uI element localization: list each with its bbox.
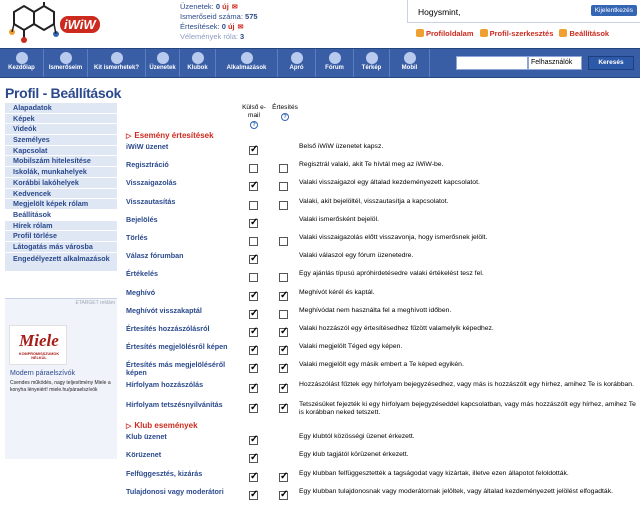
sidebar-item[interactable]: Kapcsolat — [5, 146, 117, 157]
help-icon[interactable]: ? — [281, 113, 289, 121]
notify-checkbox[interactable] — [279, 273, 288, 282]
setting-description: Egy klubban tulajdonosnak vagy moderátornak jelöltek, vagy általad kezdeményezett jelölést elfogadták. — [299, 487, 613, 495]
notify-checkbox[interactable] — [279, 292, 288, 301]
ad-brand: Miele — [19, 331, 59, 350]
setting-row — [126, 450, 640, 468]
stat-value: 0 — [215, 2, 221, 11]
email-checkbox[interactable] — [249, 384, 258, 393]
setting-label: Meghívót visszakaptál — [126, 305, 202, 315]
column-label: Külső e-mail — [242, 104, 266, 119]
nav-icon — [157, 52, 169, 64]
sidebar-item[interactable]: Engedélyezett alkalmazások — [5, 253, 117, 272]
setting-label: Értékelés — [126, 269, 158, 279]
setting-label: Regisztráció — [126, 160, 169, 170]
setting-label: Bejelölés — [126, 214, 158, 224]
setting-description: Egy ajánlás típusú apróhirdetésedre valaki értékelést tesz fel. — [299, 270, 484, 278]
email-checkbox[interactable] — [249, 273, 258, 282]
setting-label: Értesítés hozzászólásról — [126, 323, 210, 333]
ad-label: ETARGET reklám — [75, 300, 115, 306]
logo-wordmark: iWiW — [60, 16, 100, 33]
sidebar-item[interactable]: Iskolák, munkahelyek — [5, 167, 117, 178]
stats-panel — [180, 2, 390, 42]
email-checkbox[interactable] — [249, 255, 258, 264]
notify-checkbox[interactable] — [279, 164, 288, 173]
logout-button[interactable]: Kijelentkezés — [591, 5, 637, 16]
sidebar-item[interactable]: Hírek rólam — [5, 221, 117, 232]
setting-row — [126, 306, 640, 324]
nav-icon — [291, 52, 303, 64]
setting-row — [126, 487, 640, 505]
setting-label: Értesítés más megjelöléséről képen — [126, 360, 226, 378]
sidebar-item[interactable]: Alapadatok — [5, 103, 117, 114]
stat-row[interactable] — [180, 22, 390, 32]
setting-description: Valaki, akit bejelöltél, visszautasítja a kapcsolatot. — [299, 197, 449, 205]
email-checkbox[interactable] — [249, 146, 258, 155]
setting-description: Egy klubban felfüggesztették a tagságodat vagy kizártak, illetve ezen állapotot feloldották. — [299, 469, 569, 477]
setting-label: Visszaigazolás — [126, 178, 177, 188]
nav-icon — [111, 52, 123, 64]
stat-label: Ismerőseid száma: — [180, 12, 243, 21]
nav-item-0[interactable] — [0, 49, 44, 77]
setting-description: Hozzászólást fűztek egy hírfolyam bejegyzésedhez, vagy más is hozzászólt egy hírhez, amihez Te is korábban. — [299, 381, 634, 389]
nav-label: Térkép — [361, 65, 382, 71]
page-title: Profil - Beállítások — [5, 85, 122, 101]
nav-icon — [404, 52, 416, 64]
sidebar-item[interactable]: Profil törlése — [5, 231, 117, 242]
nav-item-5[interactable] — [216, 49, 278, 77]
setting-row — [126, 469, 640, 487]
setting-description: Egy klub tagjától körüzenet érkezett. — [299, 451, 409, 459]
sidebar-item[interactable]: Korábbi lakóhelyek — [5, 178, 117, 189]
setting-row — [126, 160, 640, 178]
user-name: Hogysmint, — [418, 7, 461, 17]
setting-row — [126, 269, 640, 287]
nav-item-1[interactable] — [44, 49, 88, 77]
setting-description: Tetszésüket fejezték ki egy hírfolyam bejegyzéseddel kapcsolatban, vagy más hozzászólt egy hírhez, amihez Te is korábban neked tetszett. — [299, 401, 636, 417]
setting-label: Körüzenet — [126, 450, 162, 460]
setting-row — [126, 360, 640, 380]
sidebar-item[interactable]: Mobilszám hitelesítése — [5, 156, 117, 167]
profile-edit-link[interactable]: Profil-szerkesztés — [489, 29, 554, 38]
setting-label: Tulajdonosi vagy moderátori — [126, 486, 224, 496]
sidebar — [5, 103, 117, 272]
setting-description: Valaki megjelölt Téged egy képen. — [299, 343, 403, 351]
stat-new-badge: új ✉ — [228, 22, 244, 31]
setting-row — [126, 251, 640, 269]
nav-label: Üzenetek — [149, 65, 176, 71]
notification-settings — [126, 130, 640, 505]
notify-checkbox[interactable] — [279, 473, 288, 482]
setting-description: Valaki megjelölt egy másik embert a Te képed egyikén. — [299, 361, 464, 369]
sidebar-item[interactable]: Videók — [5, 124, 117, 135]
email-checkbox[interactable] — [249, 182, 258, 191]
setting-row — [126, 342, 640, 360]
email-checkbox[interactable] — [249, 473, 258, 482]
setting-label: Értesítés megjelölésről képen — [126, 342, 228, 352]
setting-row — [126, 380, 640, 400]
iwiw-logo[interactable] — [4, 2, 104, 44]
sidebar-ad[interactable] — [5, 298, 117, 459]
ad-title[interactable]: Modern páraelszívók — [10, 370, 75, 377]
setting-label: iWiW üzenet — [126, 142, 169, 151]
setting-row — [126, 178, 640, 196]
sidebar-item[interactable]: Beállítások — [5, 210, 117, 221]
stat-value: 575 — [245, 12, 258, 21]
email-checkbox[interactable] — [249, 201, 258, 210]
search-button[interactable]: Keresés — [588, 56, 634, 70]
stat-label: Értesítések: — [180, 22, 220, 31]
profile-links — [416, 29, 640, 38]
edit-icon — [480, 29, 488, 37]
setting-description: Valaki hozzászól egy értesítésedhez fűzött valamelyik képedhez. — [299, 324, 494, 332]
email-checkbox[interactable] — [249, 292, 258, 301]
setting-description: Valaki válaszol egy fórum üzenetedre. — [299, 252, 414, 260]
sidebar-item[interactable]: Megjelölt képek rólam — [5, 199, 117, 210]
search-scope-select[interactable]: Felhasználók — [528, 56, 582, 70]
nav-icon — [366, 52, 378, 64]
stat-row[interactable] — [180, 2, 390, 12]
setting-label: Meghívó — [126, 287, 156, 297]
nav-icon — [16, 52, 28, 64]
email-checkbox[interactable] — [249, 404, 258, 413]
stat-new-badge: új ✉ — [222, 2, 238, 11]
user-box — [407, 0, 640, 23]
stat-label: Vélemények róla: — [180, 32, 238, 41]
setting-row — [126, 233, 640, 251]
setting-description: Valaki visszaigazol egy általad kezdeményezett kapcsolatot. — [299, 179, 480, 187]
nav-item-2[interactable] — [88, 49, 146, 77]
search-input[interactable] — [456, 56, 528, 70]
notify-checkbox[interactable] — [279, 328, 288, 337]
nav-icon — [60, 52, 72, 64]
notify-checkbox[interactable] — [279, 404, 288, 413]
nav-item-6[interactable] — [278, 49, 316, 77]
setting-label: Hírfolyam tetszésnyilvánítás — [126, 400, 223, 410]
stat-row[interactable] — [180, 32, 390, 42]
notify-checkbox[interactable] — [279, 384, 288, 393]
nav-item-9[interactable] — [390, 49, 430, 77]
profile-icon — [416, 29, 424, 37]
setting-description: Belső iWiW üzenetet kapsz. — [299, 143, 384, 150]
setting-label: Visszautasítás — [126, 196, 176, 206]
setting-label: Klub üzenet — [126, 432, 167, 442]
nav-item-3[interactable] — [146, 49, 180, 77]
setting-description: Meghívót kérél és kaptál. — [299, 288, 375, 296]
settings-link[interactable]: Beállítások — [569, 29, 610, 38]
sidebar-item[interactable]: Képek — [5, 114, 117, 125]
ad-text: Csendes működés, nagy teljesítmény Miele a konyha lényeiért! miele.hu/páraelszívók — [10, 380, 111, 393]
setting-row — [126, 400, 640, 420]
setting-row — [126, 197, 640, 215]
ad-brand-sub: KOMPROMISSZUMOK NÉLKÜL — [18, 352, 60, 360]
nav-icon — [241, 52, 253, 64]
nav-label: Kezdőlap — [8, 65, 35, 71]
ad-logo[interactable] — [9, 325, 67, 365]
notify-checkbox[interactable] — [279, 310, 288, 319]
notify-checkbox[interactable] — [279, 491, 288, 500]
sidebar-item[interactable]: Személyes — [5, 135, 117, 146]
notify-checkbox[interactable] — [279, 182, 288, 191]
nav-icon — [192, 52, 204, 64]
email-checkbox[interactable] — [249, 436, 258, 445]
setting-label: Hírfolyam hozzászólás — [126, 380, 204, 390]
nav-item-4[interactable] — [180, 49, 216, 77]
nav-icon — [329, 52, 341, 64]
notify-checkbox[interactable] — [279, 346, 288, 355]
nav-label: Fórum — [325, 65, 344, 71]
setting-label: Válasz fórumban — [126, 251, 184, 261]
nav-item-7[interactable] — [316, 49, 354, 77]
email-checkbox[interactable] — [249, 346, 258, 355]
column-header-notification — [271, 104, 299, 121]
setting-label: Felfüggesztés, kizárás — [126, 468, 203, 478]
setting-label: Törlés — [126, 232, 148, 242]
nav-label: Ismerőseim — [48, 65, 83, 71]
setting-description: Meghívódat nem használta fel a meghívott időben. — [299, 306, 452, 314]
nav-label: Kit ismerhetek? — [93, 65, 139, 71]
email-checkbox[interactable] — [249, 310, 258, 319]
stat-row[interactable] — [180, 12, 390, 22]
setting-description: Regisztrál valaki, akit Te hívtál meg az iWiW-be. — [299, 161, 444, 169]
stat-value: 3 — [240, 32, 245, 41]
setting-row — [126, 324, 640, 342]
email-checkbox[interactable] — [249, 164, 258, 173]
nav-label: Apró — [289, 65, 304, 71]
settings-icon — [559, 29, 567, 37]
section-header: ▷ Esemény értesítések — [126, 130, 640, 142]
notify-checkbox[interactable] — [279, 201, 288, 210]
email-checkbox[interactable] — [249, 237, 258, 246]
sidebar-item[interactable]: Kedvencek — [5, 189, 117, 200]
main-nav — [0, 48, 640, 78]
stat-label: Üzenetek: — [180, 2, 214, 11]
nav-label: Alkalmazások — [226, 65, 267, 71]
setting-row — [126, 288, 640, 306]
setting-description: Valaki visszaigazolás előtt visszavonja, hogy ismerősnek jelölt. — [299, 233, 488, 241]
setting-description: Valaki ismerősként bejelöl. — [299, 215, 379, 223]
column-header-external-email — [240, 104, 268, 129]
email-checkbox[interactable] — [249, 219, 258, 228]
setting-row — [126, 432, 640, 450]
notify-checkbox[interactable] — [279, 237, 288, 246]
column-label: Értesítés — [272, 104, 298, 111]
help-icon[interactable]: ? — [250, 121, 258, 129]
nav-label: Mobil — [401, 65, 418, 71]
setting-row — [126, 142, 640, 160]
sidebar-item[interactable]: Látogatás más városba — [5, 242, 117, 253]
header — [0, 0, 640, 48]
setting-row — [126, 215, 640, 233]
notify-checkbox[interactable] — [279, 364, 288, 373]
profile-link[interactable]: Profiloldalam — [426, 29, 474, 38]
setting-description: Egy klubtól közösségi üzenet érkezett. — [299, 433, 415, 441]
email-checkbox[interactable] — [249, 454, 258, 463]
nav-item-8[interactable] — [354, 49, 390, 77]
section-header: ▷ Klub események — [126, 420, 640, 432]
nav-label: Klubok — [187, 65, 208, 71]
email-checkbox[interactable] — [249, 364, 258, 373]
email-checkbox[interactable] — [249, 328, 258, 337]
email-checkbox[interactable] — [249, 491, 258, 500]
stat-value: 0 — [221, 22, 226, 31]
